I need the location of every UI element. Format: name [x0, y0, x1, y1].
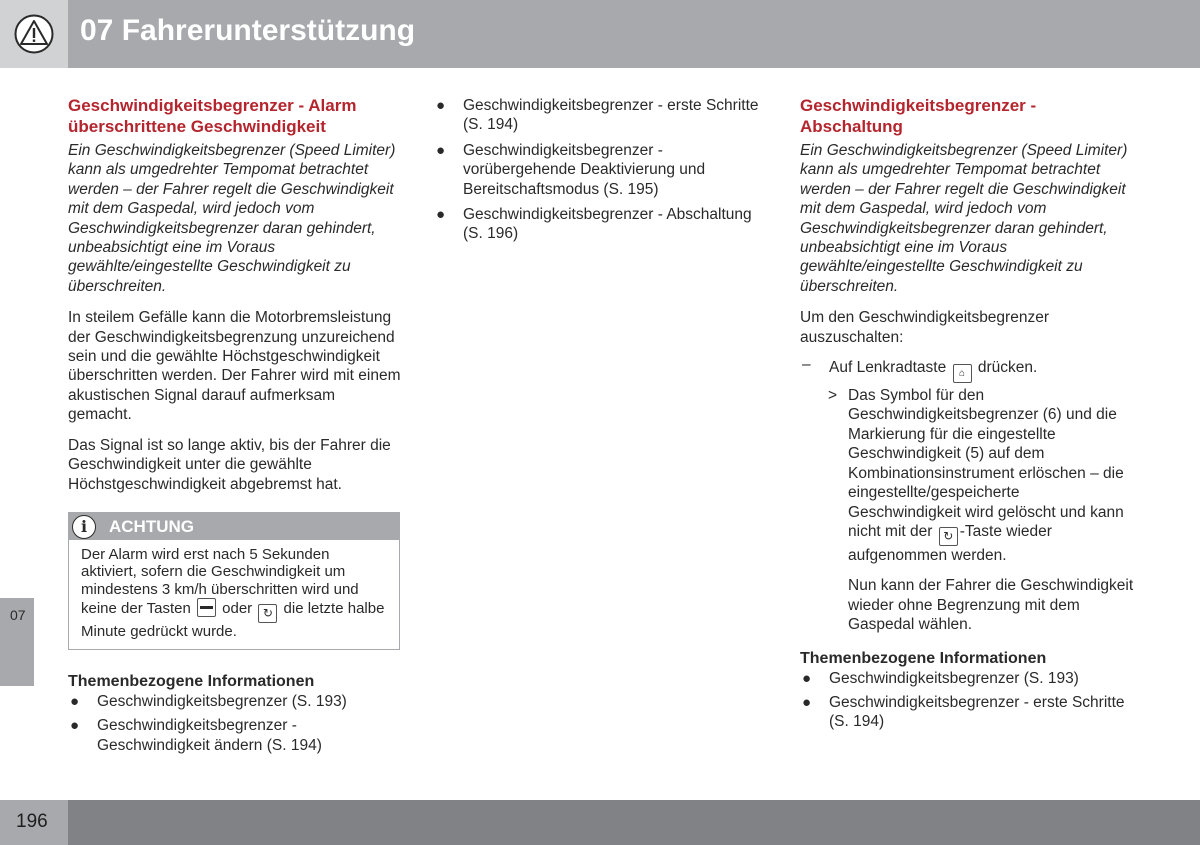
related-link-text[interactable]: Geschwindigkeitsbegrenzer - erste Schritte (S. 194) — [463, 97, 759, 134]
section-heading-shutdown: Geschwindigkeitsbegrenzer - Abschaltung — [800, 96, 1037, 136]
related-info-heading: Themenbezogene Informationen — [800, 649, 1047, 667]
warning-header — [69, 513, 399, 540]
page-number: 196 — [16, 811, 48, 832]
related-link-text[interactable]: Geschwindigkeitsbegrenzer - Abschaltung (S. 196) — [463, 206, 752, 243]
chapter-tab-label: 07 — [10, 607, 26, 623]
warning-text — [69, 540, 399, 649]
warning-text-part1: Der Alarm wird erst nach 5 Sekunden aktiviert, sofern die Geschwindigkeit um mindestens 3 km/h überschritten wird und keine der Tasten — [81, 545, 359, 618]
minus-button-icon — [197, 598, 216, 617]
related-links-list — [68, 692, 403, 755]
related-link[interactable] — [800, 693, 1135, 732]
column-right — [800, 96, 1135, 737]
section-heading-alarm: Geschwindigkeitsbegrenzer - Alarm überschrittene Geschwindigkeit — [68, 96, 357, 136]
related-links-list — [800, 669, 1135, 732]
chapter-title: 07 Fahrerunterstützung — [80, 14, 416, 47]
related-link-text[interactable]: Geschwindigkeitsbegrenzer - vorübergehende Deaktivierung und Bereitschaftsmodus (S. 195) — [463, 141, 706, 198]
result-text-part1: Das Symbol für den Geschwindigkeitsbegrenzer (6) und die Markierung für die eingestellte Geschwindigkeit (5) auf dem Kombinationsinstrument erlöschen – die eingestellte/gespeicherte Geschwindigkeit wird gelöscht und kann nicht mit der — [848, 387, 1124, 540]
paragraph-signal: Das Signal ist so lange aktiv, bis der Fahrer die Geschwindigkeit unter die gewählte Höchstgeschwindigkeit abgebremst hat. — [68, 436, 391, 493]
instruction-step — [800, 358, 1135, 383]
related-link-text[interactable]: Geschwindigkeitsbegrenzer (S. 193) — [829, 669, 1079, 687]
paragraph-engine-braking: In steilem Gefälle kann die Motorbremsleistung der Geschwindigkeitsbegrenzung unzureichend sein und die gewählte Höchstgeschwindigkeit überschritten werden. Der Fahrer wird mit einem akustischen Signal darauf aufmerksam gemacht. — [68, 309, 401, 424]
column-middle — [434, 96, 764, 250]
speed-limiter-button-icon: ⌂ — [953, 364, 972, 383]
warning-box — [68, 512, 400, 650]
warning-text-part3: die letzte halbe Minute gedrückt wurde. — [81, 600, 385, 641]
related-link[interactable] — [434, 205, 764, 244]
column-left — [68, 96, 403, 760]
bullet-icon: ● — [436, 141, 446, 159]
warning-text-part2: oder — [222, 600, 253, 618]
resume-button-icon: ↻ — [939, 527, 958, 546]
bullet-icon: ● — [70, 692, 80, 710]
related-link-text[interactable]: Geschwindigkeitsbegrenzer (S. 193) — [97, 692, 347, 710]
intro-paragraph: Ein Geschwindigkeitsbegrenzer (Speed Limiter) kann als umgedrehter Tempomat betrachtet werden – der Fahrer regelt die Geschwindigkeit mit dem Gaspedal, wird jedoch vom Geschwindigkeitsbegrenzer daran gehindert, unbeabsichtigt eine im Voraus gewählte/eingestellte Geschwindigkeit zu überschreiten. — [800, 142, 1128, 295]
step-dash: – — [802, 356, 811, 374]
related-link[interactable] — [68, 716, 403, 755]
related-info-heading: Themenbezogene Informationen — [68, 672, 315, 690]
step-text-prefix: Auf Lenkradtaste — [829, 359, 947, 377]
related-link[interactable] — [434, 96, 764, 135]
bullet-icon: ● — [70, 717, 80, 735]
warning-title: ACHTUNG — [109, 516, 194, 536]
info-icon: i — [72, 515, 96, 539]
result-marker: > — [828, 387, 838, 405]
result-note: Nun kann der Fahrer die Geschwindigkeit wieder ohne Begrenzung mit dem Gaspedal wählen. — [848, 577, 1134, 634]
resume-button-icon: ↻ — [258, 604, 277, 623]
related-link[interactable] — [434, 141, 764, 199]
bullet-icon: ● — [436, 206, 446, 224]
bullet-icon: ● — [802, 669, 812, 687]
instruction-text: Um den Geschwindigkeitsbegrenzer auszuschalten: — [800, 309, 1049, 346]
warning-triangle-icon — [14, 14, 54, 54]
related-link-text[interactable]: Geschwindigkeitsbegrenzer - Geschwindigkeit ändern (S. 194) — [97, 717, 322, 754]
page-footer — [0, 800, 1200, 845]
related-link[interactable] — [68, 692, 403, 711]
bullet-icon: ● — [802, 693, 812, 711]
step-text-suffix: drücken. — [977, 359, 1038, 377]
result-text-part2: -Taste wieder aufgenommen werden. — [848, 522, 1052, 564]
warning-icon-box — [0, 0, 68, 68]
related-link-text[interactable]: Geschwindigkeitsbegrenzer - erste Schritte (S. 194) — [829, 693, 1125, 731]
related-links-list-continued — [434, 96, 764, 244]
step-result — [800, 386, 1135, 565]
related-link[interactable] — [800, 669, 1135, 688]
bullet-icon: ● — [436, 97, 446, 114]
intro-paragraph: Ein Geschwindigkeitsbegrenzer (Speed Limiter) kann als umgedrehter Tempomat betrachtet werden – der Fahrer regelt die Geschwindigkeit mit dem Gaspedal, wird jedoch vom Geschwindigkeitsbegrenzer daran gehindert, unbeabsichtigt eine im Voraus gewählte/eingestellte Geschwindigkeit zu überschreiten. — [68, 142, 396, 295]
